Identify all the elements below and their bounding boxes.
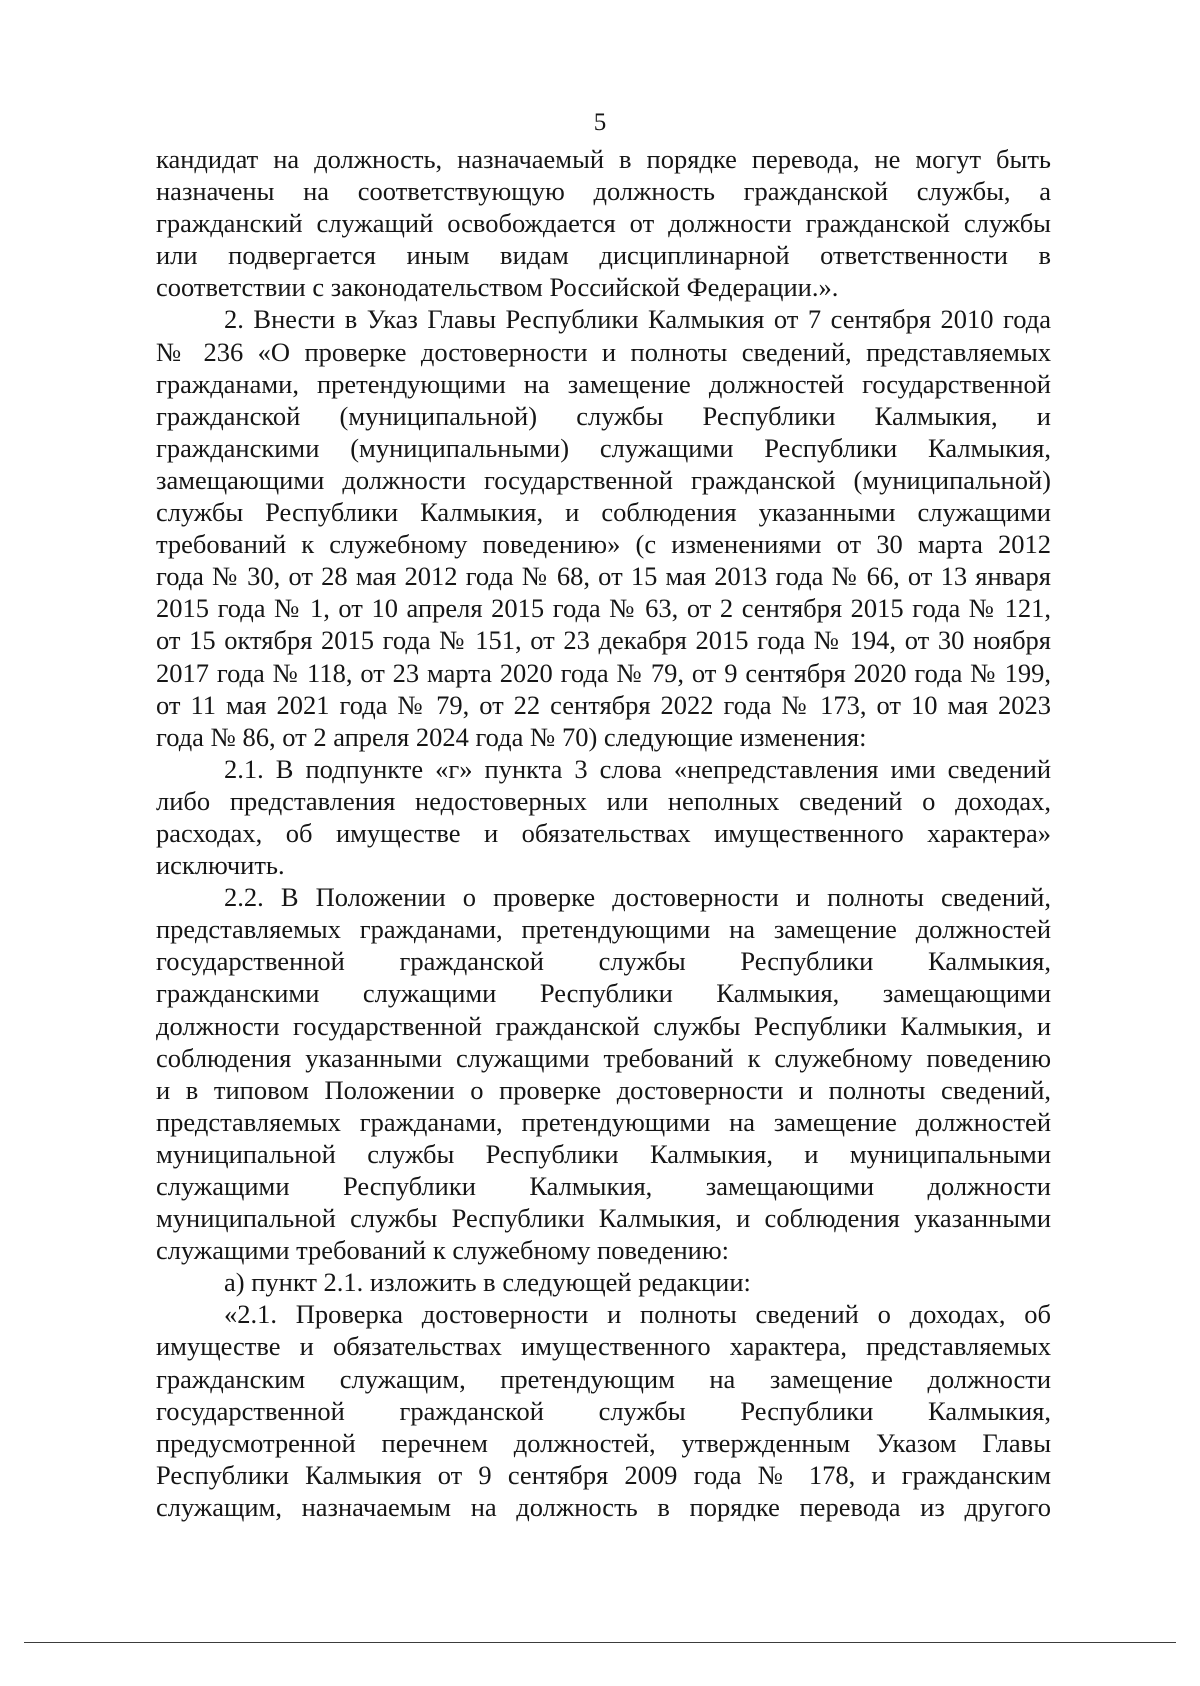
text-line: 2017 года № 118, от 23 марта 2020 года № 79, от 9 сентября 2020 года № 199, [156, 657, 1051, 688]
text-line: муниципальной службы Республики Калмыкия, и соблюдения указанными [156, 1203, 1051, 1234]
footer-divider [24, 1642, 1176, 1643]
text-line: представляемых гражданами, претендующими на замещение должностей [156, 914, 1051, 945]
paragraph-subitem-a [156, 1266, 1051, 1298]
text-line: «2.1. Проверка достоверности и полноты сведений о доходах, об [224, 1299, 1051, 1330]
text-line: или подвергается иным видам дисциплинарной ответственности в [156, 240, 1051, 271]
text-line: 2.1. В подпункте «г» пункта 3 слова «непредставления ими сведений [224, 753, 1051, 784]
text-line: № 236 «О проверке достоверности и полноты сведений, представляемых [156, 336, 1051, 367]
text-line: замещающими должности государственной гражданской (муниципальной) [156, 464, 1051, 495]
text-line: предусмотренной перечнем должностей, утвержденным Указом Главы [156, 1427, 1051, 1458]
text-line: 2. Внести в Указ Главы Республики Калмыкия от 7 сентября 2010 года [224, 304, 1051, 335]
text-line: от 15 октября 2015 года № 151, от 23 декабря 2015 года № 194, от 30 ноября [156, 625, 1051, 656]
text-line: государственной гражданской службы Республики Калмыкия, [156, 946, 1051, 977]
text-line: требований к служебному поведению» (с изменениями от 30 марта 2012 [156, 529, 1051, 560]
text-line: Республики Калмыкия от 9 сентября 2009 года № 178, и гражданским [156, 1459, 1051, 1490]
text-line: года № 30, от 28 мая 2012 года № 68, от 15 мая 2013 года № 66, от 13 января [156, 561, 1051, 592]
text-line: расходах, об имуществе и обязательствах имущественного характера» [156, 817, 1051, 848]
text-line: гражданскими (муниципальными) служащими Республики Калмыкия, [156, 432, 1051, 463]
paragraph-item-2 [156, 303, 1051, 752]
text-line: должности государственной гражданской службы Республики Калмыкия, и [156, 1010, 1051, 1041]
document-body [156, 143, 1051, 1523]
text-line: гражданами, претендующими на замещение должностей государственной [156, 368, 1051, 399]
text-line: государственной гражданской службы Республики Калмыкия, [156, 1395, 1051, 1426]
text-line: гражданскими служащими Республики Калмыкия, замещающими [156, 978, 1051, 1009]
text-line: 2015 года № 1, от 10 апреля 2015 года № 63, от 2 сентября 2015 года № 121, [156, 593, 1051, 624]
paragraph-item-2-1 [156, 753, 1051, 881]
text-line: и в типовом Положении о проверке достоверности и полноты сведений, [156, 1074, 1051, 1105]
text-line: имуществе и обязательствах имущественного характера, представляемых [156, 1331, 1051, 1362]
text-line: гражданский служащий освобождается от должности гражданской службы [156, 208, 1051, 239]
text-line: соответствии с законодательством Российской Федерации.». [156, 272, 839, 303]
paragraph-quoted-2-1 [156, 1298, 1051, 1523]
text-line: а) пункт 2.1. изложить в следующей редакции: [224, 1267, 751, 1298]
text-line: либо представления недостоверных или неполных сведений о доходах, [156, 785, 1051, 816]
text-line: соблюдения указанными служащими требований к служебному поведению [156, 1042, 1051, 1073]
text-line: служащими требований к служебному поведению: [156, 1235, 729, 1266]
text-line: года № 86, от 2 апреля 2024 года № 70) следующие изменения: [156, 721, 867, 752]
paragraph-continuation [156, 143, 1051, 303]
text-line: служащим, назначаемым на должность в порядке перевода из другого [156, 1491, 1051, 1522]
paragraph-item-2-2 [156, 881, 1051, 1266]
text-line: 2.2. В Положении о проверке достоверности и полноты сведений, [224, 882, 1051, 913]
text-line: служащими Республики Калмыкия, замещающими должности [156, 1171, 1051, 1201]
text-line: гражданским служащим, претендующим на замещение должности [156, 1363, 1051, 1394]
page-number: 5 [593, 109, 607, 136]
text-line: муниципальной службы Республики Калмыкия, и муниципальными [156, 1138, 1051, 1169]
text-line: кандидат на должность, назначаемый в порядке перевода, не могут быть [156, 144, 1051, 174]
text-line: службы Республики Калмыкия, и соблюдения указанными служащими [156, 497, 1051, 528]
text-line: от 11 мая 2021 года № 79, от 22 сентября 2022 года № 173, от 10 мая 2023 [156, 689, 1051, 720]
text-line: гражданской (муниципальной) службы Республики Калмыкия, и [156, 400, 1051, 431]
text-line: представляемых гражданами, претендующими на замещение должностей [156, 1106, 1051, 1137]
text-line: исключить. [156, 850, 285, 881]
text-line: назначены на соответствующую должность гражданской службы, а [156, 176, 1051, 207]
